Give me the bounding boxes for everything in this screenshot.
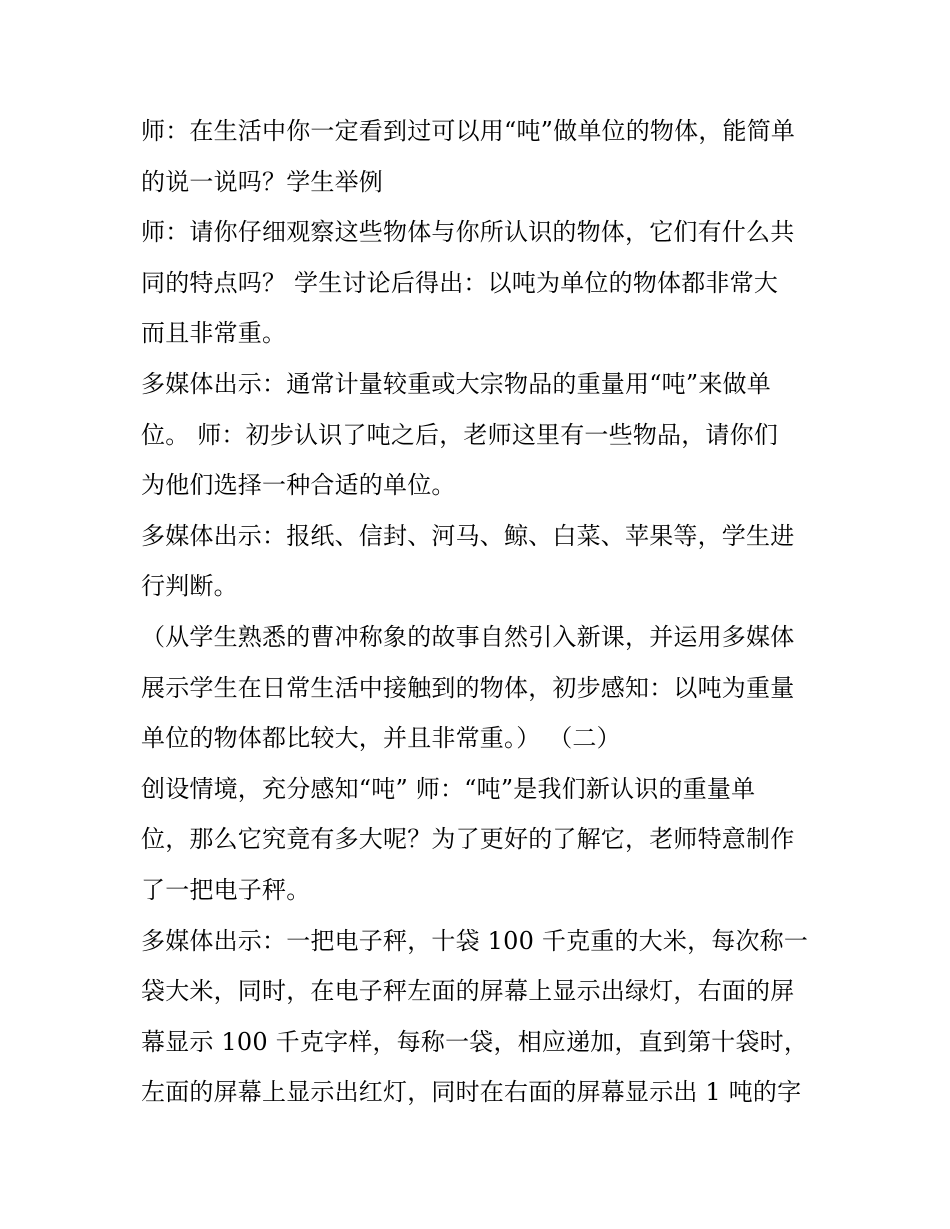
text-line: 的说一说吗？学生举例 bbox=[141, 167, 383, 196]
text-line: 而且非常重。 bbox=[141, 319, 287, 348]
text-line: 幕显示 100 千克字样，每称一袋，相应递加，直到第十袋时， bbox=[141, 1027, 809, 1056]
text-line: 位，那么它究竟有多大呢？为了更好的了解它，老师特意制作 bbox=[141, 825, 795, 854]
text-line: 位。 师：初步认识了吨之后，老师这里有一些物品，请你们 bbox=[141, 420, 779, 449]
text-line: 师：请你仔细观察这些物体与你所认识的物体，它们有什么共 bbox=[141, 218, 795, 247]
text-line: 行判断。 bbox=[141, 572, 238, 601]
text-line: 展示学生在日常生活中接触到的物体，初步感知：以吨为重量 bbox=[141, 673, 795, 702]
text-line: 左面的屏幕上显示出红灯，同时在右面的屏幕显示出 1 吨的字 bbox=[141, 1078, 802, 1107]
text-line: 多媒体出示：一把电子秤，十袋 100 千克重的大米，每次称一 bbox=[141, 926, 809, 955]
text-line: 为他们选择一种合适的单位。 bbox=[141, 471, 456, 500]
document-body bbox=[141, 106, 831, 1118]
text-line: 同的特点吗？ 学生讨论后得出：以吨为单位的物体都非常大 bbox=[141, 268, 779, 297]
text-line: 了一把电子秤。 bbox=[141, 875, 311, 904]
text-line: 多媒体出示：通常计量较重或大宗物品的重量用“吨”来做单 bbox=[141, 369, 771, 398]
text-line: 创设情境，充分感知“吨” 师：“吨”是我们新认识的重量单 bbox=[141, 774, 756, 803]
text-line: （从学生熟悉的曹冲称象的故事自然引入新课，并运用多媒体 bbox=[141, 622, 795, 651]
text-line: 袋大米，同时，在电子秤左面的屏幕上显示出绿灯，右面的屏 bbox=[141, 977, 795, 1006]
text-line: 多媒体出示：报纸、信封、河马、鲸、白菜、苹果等，学生进 bbox=[141, 521, 795, 550]
text-line: 单位的物体都比较大，并且非常重。） （二） bbox=[141, 724, 621, 753]
text-line: 师：在生活中你一定看到过可以用“吨”做单位的物体，能简单 bbox=[141, 117, 796, 145]
